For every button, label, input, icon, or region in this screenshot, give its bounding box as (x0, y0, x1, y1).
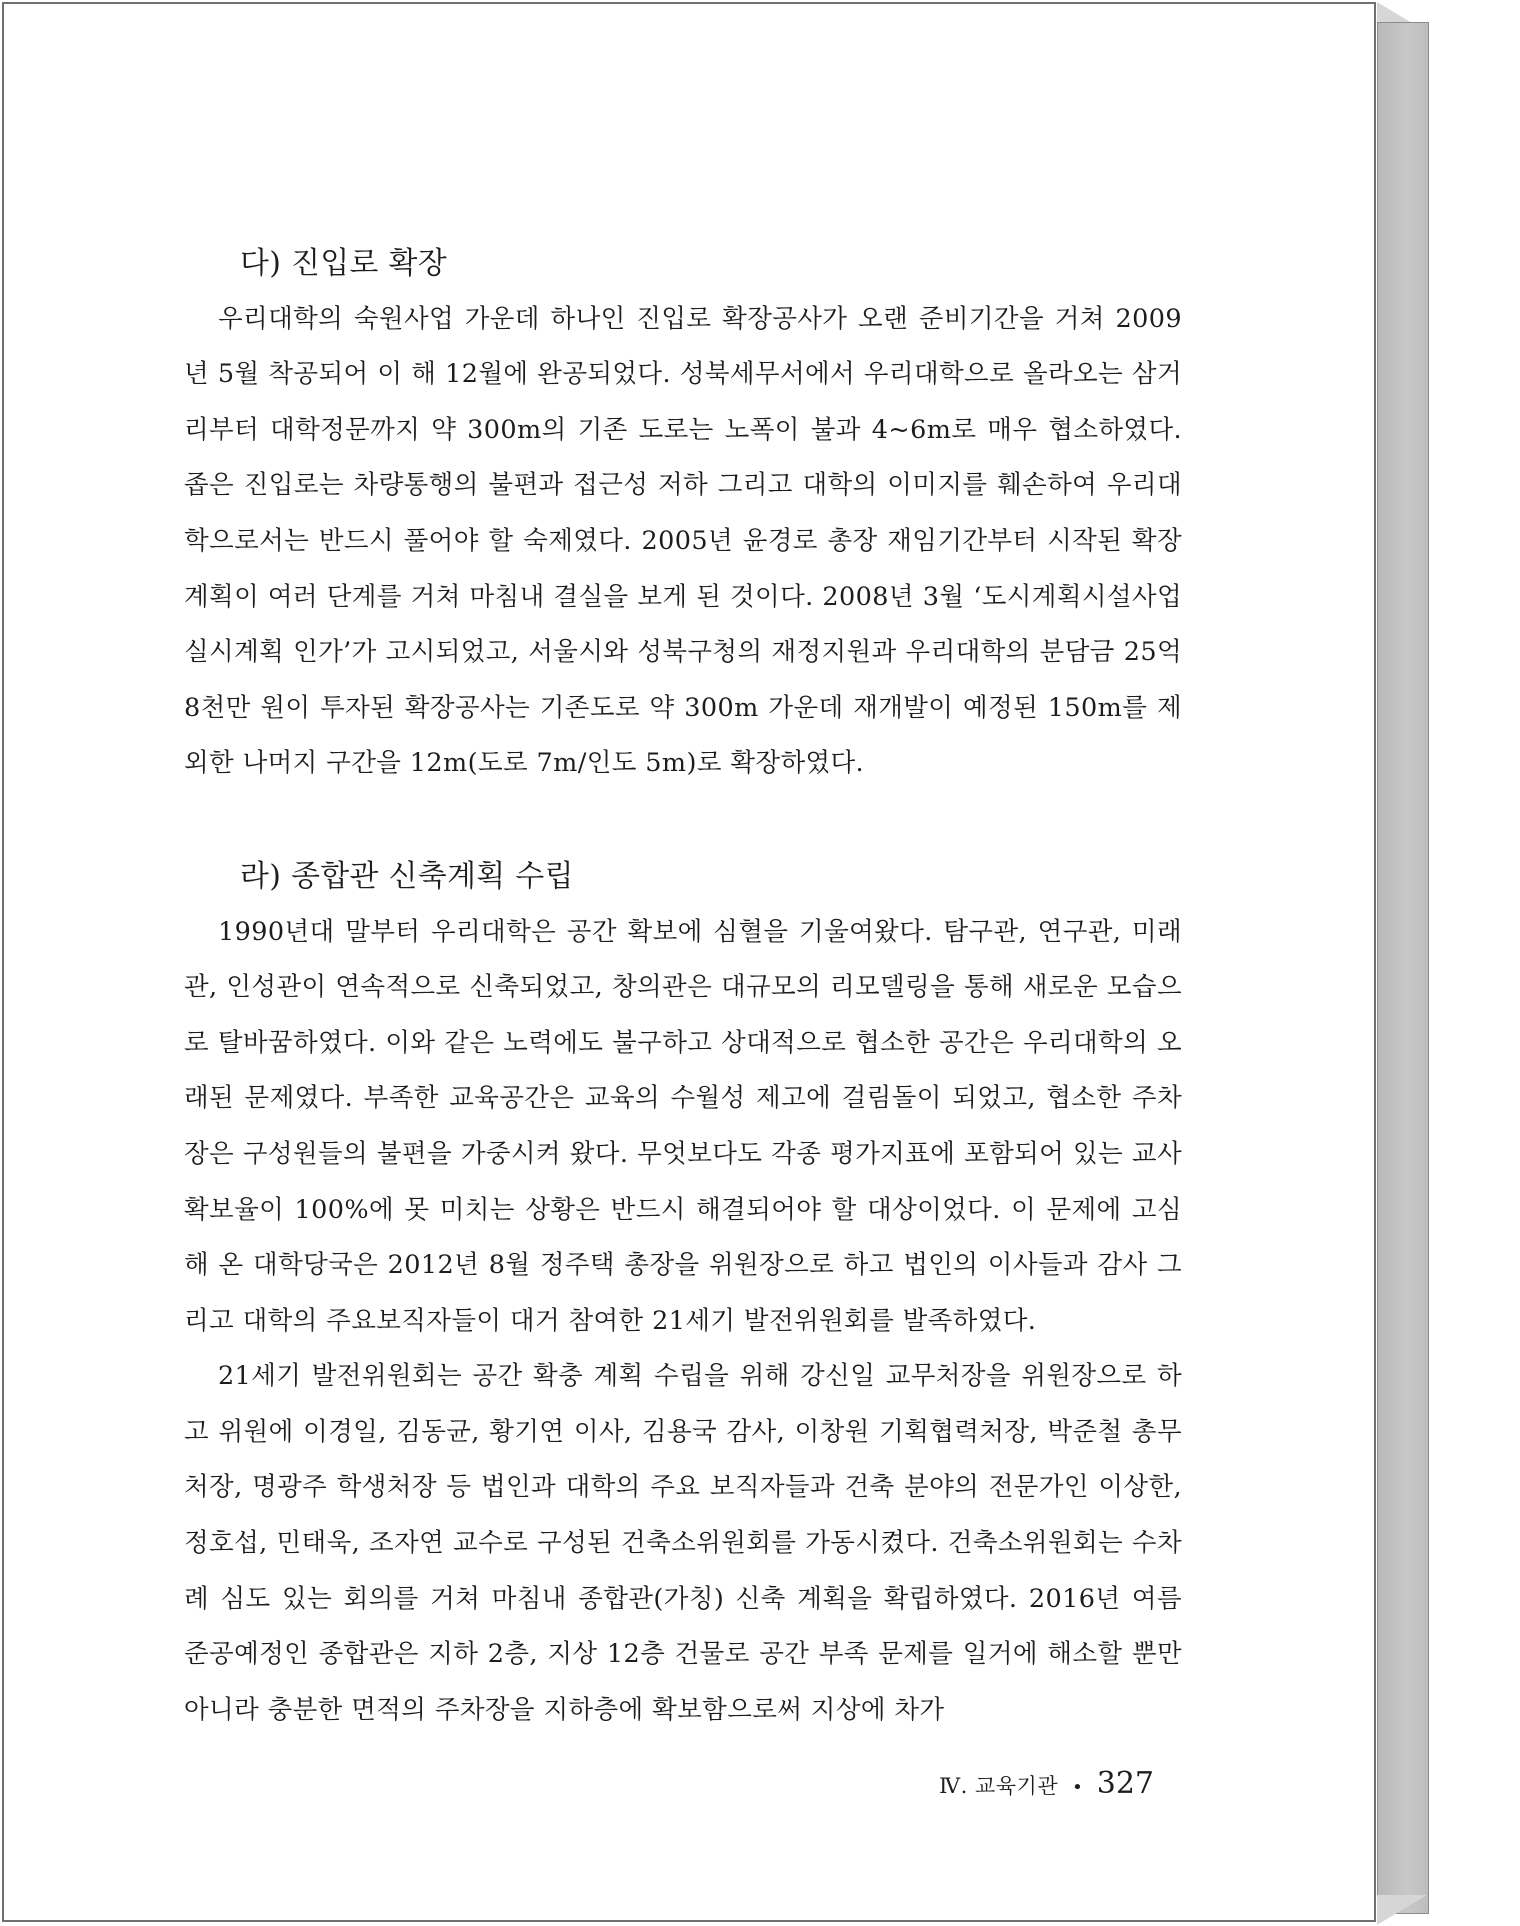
section-heading: 라) 종합관 신축계획 수립 (240, 858, 574, 894)
paragraph: 우리대학의 숙원사업 가운데 하나인 진입로 확장공사가 오랜 준비기간을 거쳐 2009년 5월 착공되어 이 해 12월에 완공되었다. 성북세무서에서 우리대학으로 올라오는 삼거리부터 대학정문까지 약 300m의 기존 도로는 노폭이 불과 4~6m로 매우 협소하였다. 좁은 진입로는 차량통행의 불편과 접근성 저하 그리고 대학의 이미지를 훼손하여 우리대학으로서는 반드시 풀어야 할 숙제였다. 2005년 윤경로 총장 재임기간부터 시작된 확장계획이 여러 단계를 거쳐 마침내 결실을 보게 된 것이다. 2008년 3월 ‘도시계획시설사업 실시계획 인가’가 고시되었고, 서울시와 성북구청의 재정지원과 우리대학의 분담금 25억 8천만 원이 투자된 확장공사는 기존도로 약 300m 가운데 재개발이 예정된 150m를 제외한 나머지 구간을 12m(도로 7m/인도 5m)로 확장하였다. (184, 303, 1182, 779)
page-body (184, 236, 1182, 1738)
section-general-hall (184, 849, 1182, 1739)
paragraph: 21세기 발전위원회는 공간 확충 계획 수립을 위해 강신일 교무처장을 위원장으로 하고 위원에 이경일, 김동균, 황기연 이사, 김용국 감사, 이창원 기획협력처장, 박준철 총무처장, 명광주 학생처장 등 법인과 대학의 주요 보직자들과 건축 분야의 전문가인 이상한, 정호섭, 민태욱, 조자연 교수로 구성된 건축소위원회를 가동시켰다. 건축소위원회는 수차례 심도 있는 회의를 거쳐 마침내 종합관(가칭) 신축 계획을 확립하였다. 2016년 여름 준공예정인 종합관은 지하 2층, 지상 12층 건물로 공간 부족 문제를 일거에 해소할 뿐만 아니라 충분한 면적의 주차장을 지하층에 확보함으로써 지상에 차가 (184, 1361, 1182, 1725)
page-number: 327 (1096, 1766, 1154, 1801)
paragraph: 1990년대 말부터 우리대학은 공간 확보에 심혈을 기울여왔다. 탐구관, 연구관, 미래관, 인성관이 연속적으로 신축되었고, 창의관은 대규모의 리모델링을 통해 새로운 모습으로 탈바꿈하였다. 이와 같은 노력에도 불구하고 상대적으로 협소한 공간은 우리대학의 오래된 문제였다. 부족한 교육공간은 교육의 수월성 제고에 걸림돌이 되었고, 협소한 주차장은 구성원들의 불편을 가중시켜 왔다. 무엇보다도 각종 평가지표에 포함되어 있는 교사확보율이 100%에 못 미치는 상황은 반드시 해결되어야 할 대상이었다. 이 문제에 고심해 온 대학당국은 2012년 8월 정주택 총장을 위원장으로 하고 법인의 이사들과 감사 그리고 대학의 주요보직자들이 대거 참여한 21세기 발전위원회를 발족하였다. (184, 916, 1182, 1336)
book-page (2, 2, 1376, 1922)
section-spacer (184, 792, 1182, 849)
section-entry-road (184, 236, 1182, 792)
page-footer (939, 1766, 1154, 1801)
footer-bullet: • (1072, 1777, 1083, 1798)
section-heading: 다) 진입로 확장 (240, 246, 448, 281)
running-footer-section: Ⅳ. 교육기관 (939, 1774, 1059, 1798)
page-stack-edge (1377, 22, 1429, 1914)
